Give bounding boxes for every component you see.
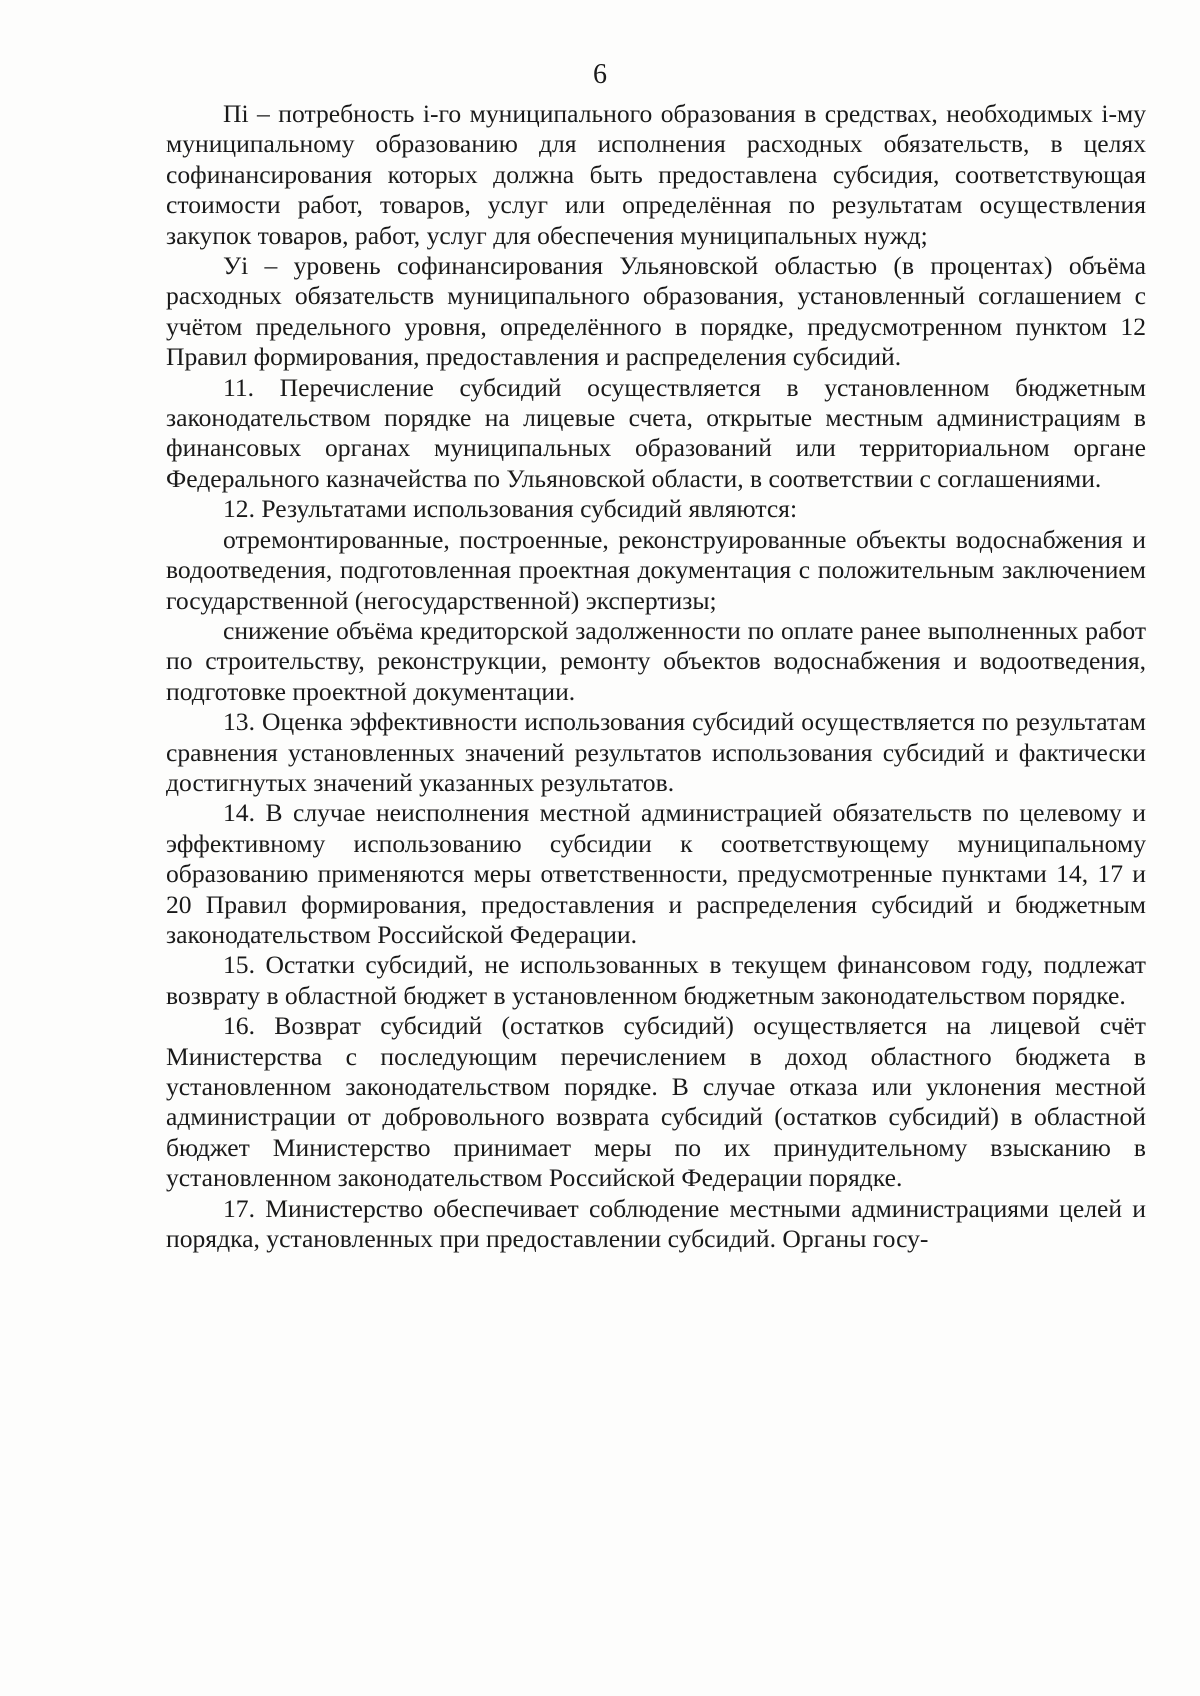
paragraph-clause-17: 17. Министерство обеспечивает соблюдение местными администрациями целей и порядка, установленных при предоставлении субсидий. Органы госу-	[166, 1193, 1146, 1254]
page-number: 6	[593, 59, 607, 90]
paragraph-clause-12-item-2: снижение объёма кредиторской задолженности по оплате ранее выполненных работ по строительству, реконструкции, ремонту объектов водоснабжения и водоотведения, подготовке проектной документации.	[166, 615, 1146, 706]
paragraph-clause-14: 14. В случае неисполнения местной администрацией обязательств по целевому и эффективному использованию субсидии к соответствующему муниципальному образованию применяются меры ответственности, предусмотренные пунктами 14, 17 и 20 Правил формирования, предоставления и распределения субсидий и бюджетным законодательством Российской Федерации.	[166, 798, 1146, 949]
paragraph-clause-16: 16. Возврат субсидий (остатков субсидий) осуществляется на лицевой счёт Министерства с последующим перечислением в доход областного бюджета в установленном законодательством порядке. В случае отказа или уклонения местной администрации от добровольного возврата субсидий (остатков субсидий) в областной бюджет Министерство принимает меры по их принудительному взысканию в установленном законодательством Российской Федерации порядке.	[166, 1011, 1146, 1193]
paragraph-clause-12: 12. Результатами использования субсидий являются:	[223, 494, 798, 524]
paragraph-clause-15: 15. Остатки субсидий, не использованных в текущем финансовом году, подлежат возврату в областной бюджет в установленном бюджетным законодательством порядке.	[166, 950, 1146, 1010]
paragraph-clause-13: 13. Оценка эффективности использования субсидий осуществляется по результатам сравнения установленных значений результатов использования субсидий и фактически достигнутых значений указанных результатов.	[166, 707, 1146, 797]
paragraph-clause-12-item-1: отремонтированные, построенные, реконструированные объекты водоснабжения и водоотведения, подготовленная проектная документация с положительным заключением государственной (негосударственной) экспертизы;	[166, 524, 1146, 615]
paragraph-p-definition: Пi – потребность i-го муниципального образования в средствах, необходимых i-му муниципальному образованию для исполнения расходных обязательств, в целях софинансирования которых должна быть предоставлена субсидия, соответствующая стоимости работ, товаров, услуг или определённая по результатам осуществления закупок товаров, работ, услуг для обеспечения муниципальных нужд;	[166, 99, 1146, 250]
document-body	[166, 99, 1146, 1254]
paragraph-u-definition: Уi – уровень софинансирования Ульяновской областью (в процентах) объёма расходных обязательств муниципального образования, установленный соглашением с учётом предельного уровня, определённого в порядке, предусмотренном пунктом 12 Правил формирования, предоставления и распределения субсидий.	[166, 251, 1146, 372]
paragraph-clause-11: 11. Перечисление субсидий осуществляется в установленном бюджетным законодательством порядке на лицевые счета, открытые местным администрациям в финансовых органах муниципальных образований или территориальном органе Федерального казначейства по Ульяновской области, в соответствии с соглашениями.	[166, 372, 1146, 493]
